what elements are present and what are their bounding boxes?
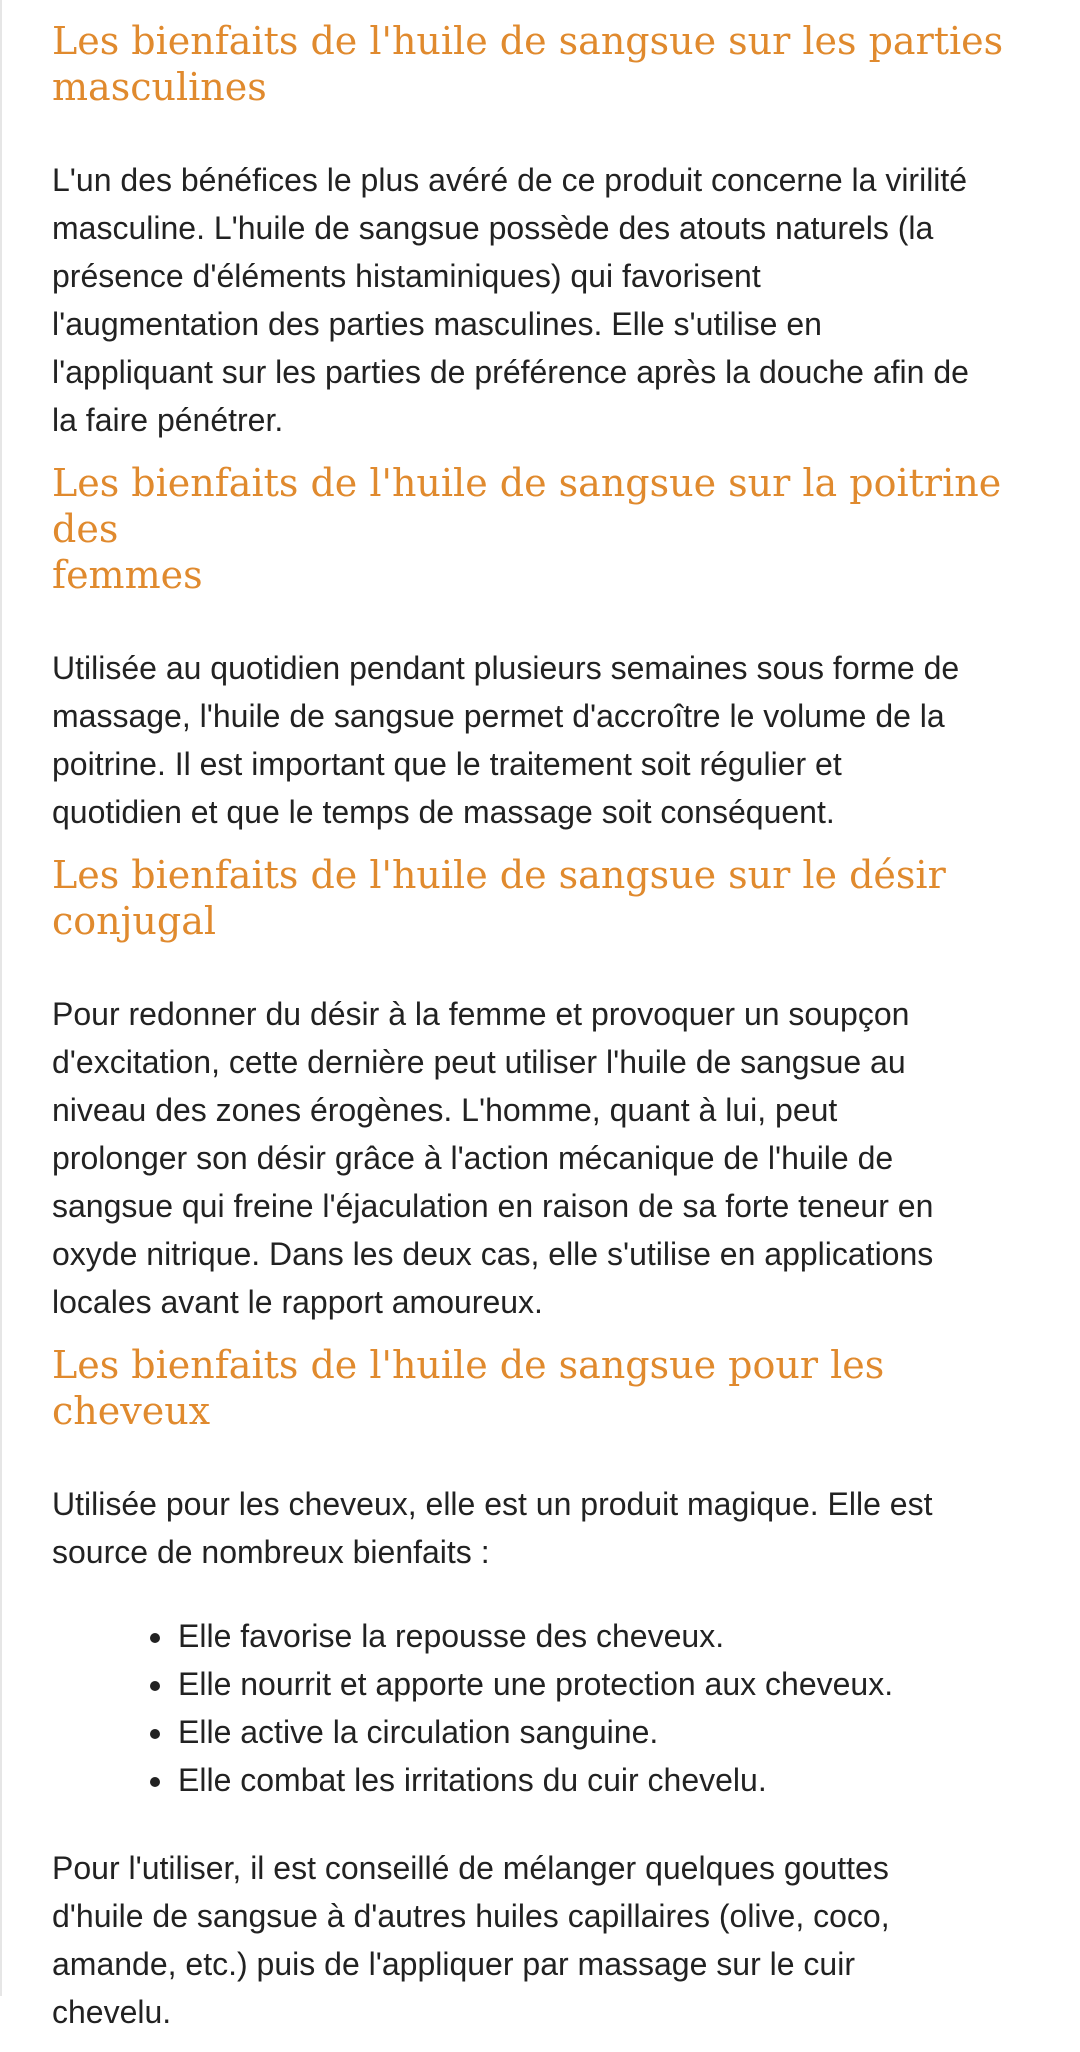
section-paragraph-chest xyxy=(52,644,1080,836)
paragraph-line: Pour l'utiliser, il est conseillé de mélanger quelques gouttes xyxy=(52,1850,889,1886)
section-title-line: Les bienfaits de l'huile de sangsue pour les cheveux xyxy=(52,1343,885,1433)
section-title-desire xyxy=(52,852,1052,944)
hair-benefits-list xyxy=(52,1612,1080,1804)
paragraph-line: Utilisée pour les cheveux, elle est un produit magique. Elle est xyxy=(52,1486,933,1522)
paragraph-line: L'un des bénéfices le plus avéré de ce produit concerne la virilité xyxy=(52,162,968,198)
section-title-line: masculines xyxy=(52,65,267,109)
paragraph-line: Utilisée au quotidien pendant plusieurs semaines sous forme de xyxy=(52,650,960,686)
paragraph-line: sangsue qui freine l'éjaculation en raison de sa forte teneur en xyxy=(52,1188,934,1224)
section-title-chest xyxy=(52,460,1052,598)
article-body xyxy=(52,18,1080,2052)
list-item: • Elle favorise la repousse des cheveux. xyxy=(176,1612,1080,1660)
paragraph-line: chevelu. xyxy=(52,1994,172,2030)
section-paragraph-hair-usage xyxy=(52,1844,1080,2036)
left-divider xyxy=(0,0,2,1996)
section-title-line: Les bienfaits de l'huile de sangsue sur les parties xyxy=(52,19,1004,63)
paragraph-line: prolonger son désir grâce à l'action mécanique de l'huile de xyxy=(52,1140,894,1176)
paragraph-line: l'appliquant sur les parties de préférence après la douche afin de xyxy=(52,354,969,390)
paragraph-line: quotidien et que le temps de massage soit conséquent. xyxy=(52,794,835,830)
section-title-masculine xyxy=(52,18,1052,110)
paragraph-line: niveau des zones érogènes. L'homme, quant à lui, peut xyxy=(52,1092,838,1128)
paragraph-line: d'excitation, cette dernière peut utiliser l'huile de sangsue au xyxy=(52,1044,906,1080)
paragraph-line: présence d'éléments histaminiques) qui favorisent xyxy=(52,258,761,294)
paragraph-line: d'huile de sangsue à d'autres huiles capillaires (olive, coco, xyxy=(52,1898,890,1934)
list-item: • Elle active la circulation sanguine. xyxy=(176,1708,1080,1756)
paragraph-line: locales avant le rapport amoureux. xyxy=(52,1284,543,1320)
section-title-line: femmes xyxy=(52,553,203,597)
paragraph-line: Pour redonner du désir à la femme et provoquer un soupçon xyxy=(52,996,910,1032)
paragraph-line: massage, l'huile de sangsue permet d'accroître le volume de la xyxy=(52,698,945,734)
section-title-hair xyxy=(52,1342,1052,1434)
list-item: • Elle combat les irritations du cuir chevelu. xyxy=(176,1756,1080,1804)
section-paragraph-desire xyxy=(52,990,1080,1326)
paragraph-line: oxyde nitrique. Dans les deux cas, elle s'utilise en applications xyxy=(52,1236,934,1272)
paragraph-line: amande, etc.) puis de l'appliquer par massage sur le cuir xyxy=(52,1946,855,1982)
section-paragraph-hair-intro xyxy=(52,1480,1080,1576)
list-item: • Elle nourrit et apporte une protection aux cheveux. xyxy=(176,1660,1080,1708)
paragraph-line: masculine. L'huile de sangsue possède des atouts naturels (la xyxy=(52,210,934,246)
section-title-line: Les bienfaits de l'huile de sangsue sur le désir conjugal xyxy=(52,853,946,943)
section-title-line: Les bienfaits de l'huile de sangsue sur la poitrine des xyxy=(52,461,1002,551)
paragraph-line: poitrine. Il est important que le traitement soit régulier et xyxy=(52,746,842,782)
paragraph-line: source de nombreux bienfaits : xyxy=(52,1534,490,1570)
section-paragraph-masculine xyxy=(52,156,1080,444)
paragraph-line: la faire pénétrer. xyxy=(52,402,284,438)
paragraph-line: l'augmentation des parties masculines. Elle s'utilise en xyxy=(52,306,822,342)
